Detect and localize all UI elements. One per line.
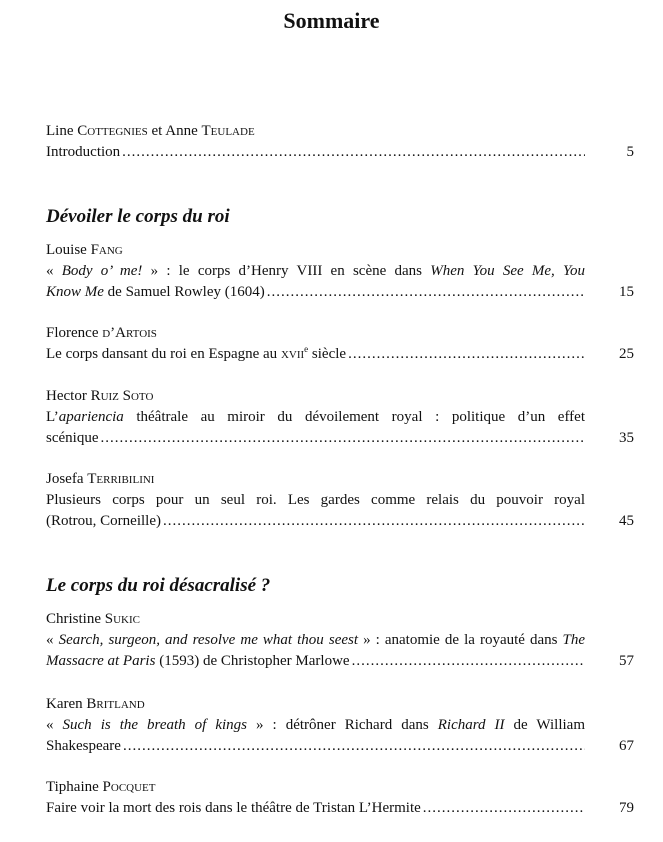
toc-entry[interactable] — [46, 240, 634, 303]
section-title: Dévoiler le corps du roi — [46, 206, 230, 227]
entry-title-line: Le corps dansant du roi en Espagne au xvii$^e$ siècle ..... — [46, 344, 585, 365]
entry-title-line: Plusieurs corps pour un seul roi. Les gardes comme relais du pouvoir royal — [46, 492, 585, 508]
entry-author: Line Cottegnies et Anne Teulade — [46, 123, 255, 139]
entry-title-line: Faire voir la mort des rois dans le théâtre de Tristan L’Hermite ..... — [46, 798, 585, 819]
entry-page-number: 35 — [619, 430, 634, 446]
entry-author: Tiphaine Pocquet — [46, 779, 156, 795]
entry-page-number: 45 — [619, 513, 634, 529]
toc-entry[interactable] — [46, 469, 634, 532]
entry-title-line: Shakespeare ..... — [46, 736, 585, 757]
dot-leader — [267, 282, 585, 303]
entry-title-line: (Rotrou, Corneille) ..... — [46, 511, 585, 532]
toc-entry[interactable] — [46, 694, 634, 757]
entry-title-line: L’apariencia théâtrale au miroir du dévoilement royal : politique d’un effet — [46, 409, 585, 425]
dot-leader — [352, 651, 585, 672]
toc-entry[interactable] — [46, 777, 634, 819]
entry-title-line: Massacre at Paris (1593) de Christopher Marlowe ..... — [46, 651, 585, 672]
entry-title-line: scénique ..... — [46, 428, 585, 449]
entry-author: Christine Sukic — [46, 611, 140, 627]
entry-page-number: 67 — [619, 738, 634, 754]
entry-author: Louise Fang — [46, 242, 123, 258]
entry-page-number: 79 — [619, 800, 634, 816]
section-title: Le corps du roi désacralisé ? — [46, 575, 271, 596]
entry-title-line: « Body o’ me! » : le corps d’Henry VIII en scène dans When You See Me, You — [46, 263, 586, 279]
page-title: Sommaire — [283, 8, 380, 33]
dot-leader — [423, 798, 585, 819]
dot-leader — [163, 511, 585, 532]
entry-page-number: 25 — [619, 346, 634, 362]
entry-page-number: 5 — [626, 144, 634, 160]
entry-author: Karen Britland — [46, 696, 145, 712]
toc-entry[interactable] — [46, 386, 634, 449]
entry-title-line: « Such is the breath of kings » : détrôner Richard dans Richard II de William — [46, 717, 585, 733]
entry-author: Josefa Terribilini — [46, 471, 155, 487]
dot-leader — [100, 428, 585, 449]
toc-entry[interactable] — [46, 323, 634, 365]
entry-author: Hector Ruiz Soto — [46, 388, 154, 404]
entry-title-line: « Search, surgeon, and resolve me what thou seest » : anatomie de la royauté dans The — [46, 632, 586, 648]
entry-title-line: Introduction ..... — [46, 142, 585, 163]
dot-leader — [122, 142, 585, 163]
entry-page-number: 15 — [619, 284, 634, 300]
entry-page-number: 57 — [619, 653, 634, 669]
dot-leader — [348, 344, 585, 365]
entry-title-line: Know Me de Samuel Rowley (1604) ..... — [46, 282, 585, 303]
toc-entry[interactable] — [46, 609, 634, 672]
dot-leader — [123, 736, 585, 757]
toc-entry-intro[interactable] — [46, 121, 634, 163]
entry-author: Florence d’Artois — [46, 325, 157, 341]
